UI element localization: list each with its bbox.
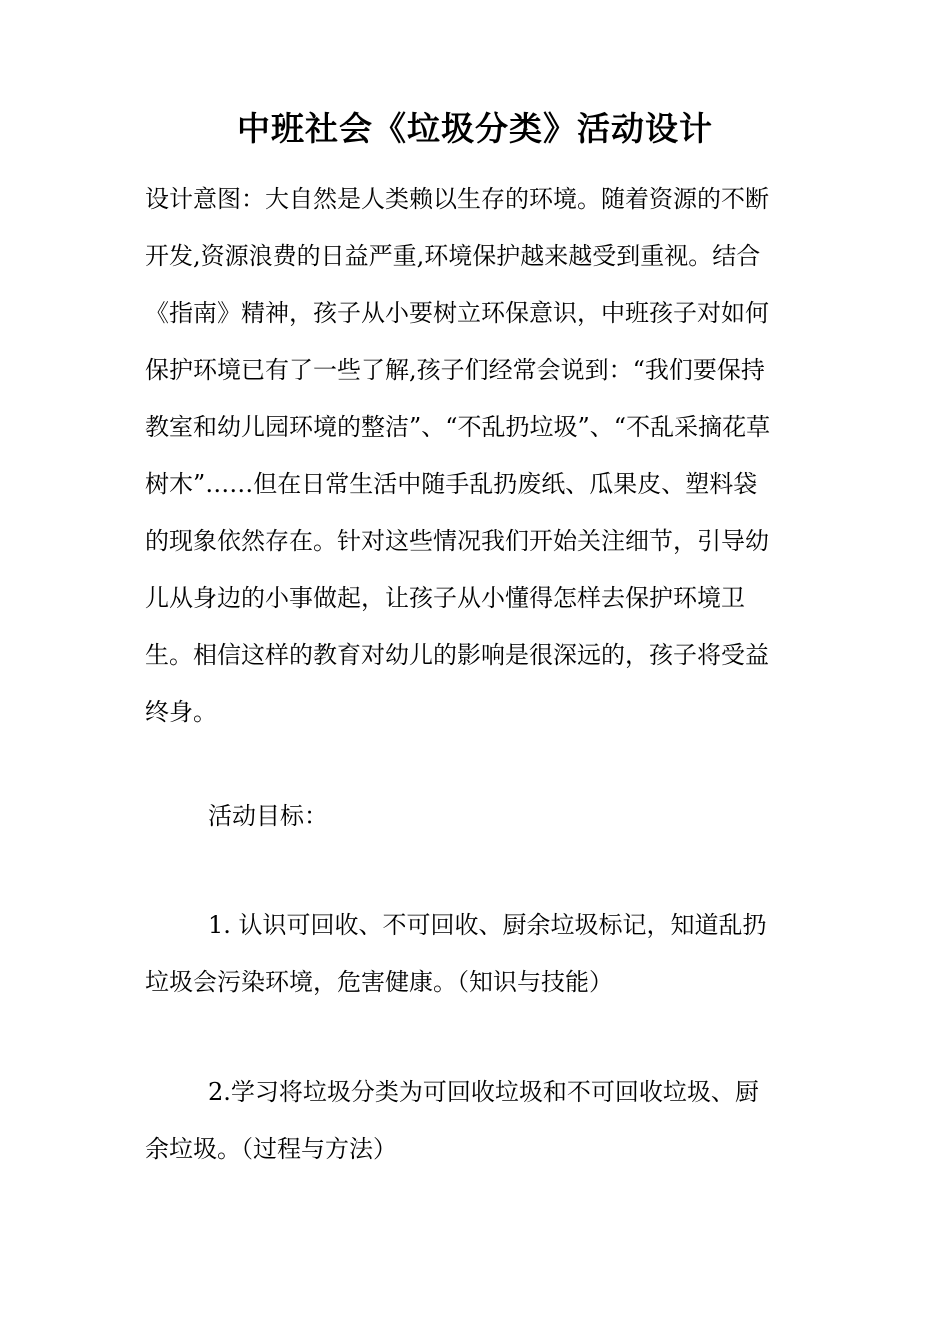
text-line: 的现象依然存在。针对这些情况我们开始关注细节，引导幼 bbox=[145, 527, 769, 555]
text-line: 余垃圾。（过程与方法） bbox=[145, 1135, 397, 1163]
text-line: 教室和幼儿园环境的整洁”、“不乱扔垃圾”、“不乱采摘花草 bbox=[145, 413, 771, 441]
text-line: 设计意图：大自然是人类赖以生存的环境。随着资源的不断 bbox=[145, 185, 769, 213]
text-line: 开发,资源浪费的日益严重,环境保护越来越受到重视。结合 bbox=[145, 242, 761, 270]
goal-1-paragraph bbox=[145, 897, 835, 1011]
text-line: 树木”……但在日常生活中随手乱扔废纸、瓜果皮、塑料袋 bbox=[145, 470, 758, 498]
text-line: 2.学习将垃圾分类为可回收垃圾和不可回收垃圾、厨 bbox=[208, 1078, 759, 1106]
design-intent-paragraph bbox=[145, 171, 835, 741]
text-line: 终身。 bbox=[145, 698, 217, 726]
text-line: 保护环境已有了一些了解,孩子们经常会说到：“我们要保持 bbox=[145, 356, 765, 384]
goal-2-paragraph bbox=[145, 1064, 835, 1178]
text-line: 儿从身边的小事做起，让孩子从小懂得怎样去保护环境卫 bbox=[145, 584, 745, 612]
text-line: 生。相信这样的教育对幼儿的影响是很深远的，孩子将受益 bbox=[145, 641, 769, 669]
goals-heading: 活动目标： bbox=[208, 802, 328, 830]
document-title: 中班社会《垃圾分类》活动设计 bbox=[237, 109, 713, 148]
text-line: 1. 认识可回收、不可回收、厨余垃圾标记，知道乱扔 bbox=[208, 911, 767, 939]
text-line: 《指南》精神，孩子从小要树立环保意识，中班孩子对如何 bbox=[145, 299, 769, 327]
text-line: 垃圾会污染环境，危害健康。（知识与技能） bbox=[145, 968, 613, 996]
goals-heading-paragraph bbox=[145, 788, 835, 845]
